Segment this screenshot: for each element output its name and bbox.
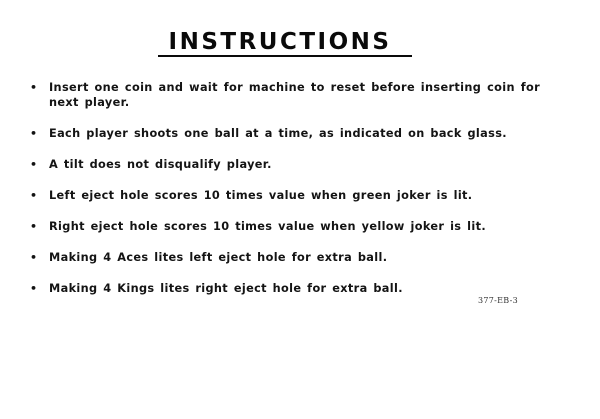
instruction-item xyxy=(30,126,540,141)
instruction-item xyxy=(30,188,540,203)
instruction-item xyxy=(30,157,540,172)
bullet-icon: • xyxy=(30,220,38,233)
bullet-icon: • xyxy=(30,282,38,295)
instruction-item xyxy=(30,219,540,234)
bullet-icon: • xyxy=(30,158,38,171)
instruction-text: Making 4 Kings lites right eject hole for extra ball. xyxy=(49,282,403,295)
page-title: INSTRUCTIONS xyxy=(168,29,392,55)
bullet-icon: • xyxy=(30,189,38,202)
instruction-text: Right eject hole scores 10 times value when yellow joker is lit. xyxy=(49,220,487,233)
instruction-text: Left eject hole scores 10 times value when green joker is lit. xyxy=(49,189,473,202)
instruction-item xyxy=(30,250,540,265)
card-code: 377-EB-3 xyxy=(478,296,519,305)
bullet-icon: • xyxy=(30,81,38,94)
instruction-item xyxy=(30,281,540,296)
instruction-text: A tilt does not disqualify player. xyxy=(49,158,272,171)
instruction-item xyxy=(30,80,540,110)
instruction-list xyxy=(30,80,540,312)
instruction-text: Making 4 Aces lites left eject hole for extra ball. xyxy=(49,251,388,264)
bullet-icon: • xyxy=(30,127,38,140)
title-underline xyxy=(158,55,412,57)
instruction-text: Insert one coin and wait for machine to reset before inserting coin for next player. xyxy=(49,81,540,109)
instruction-text: Each player shoots one ball at a time, as indicated on back glass. xyxy=(49,127,507,140)
bullet-icon: • xyxy=(30,251,38,264)
